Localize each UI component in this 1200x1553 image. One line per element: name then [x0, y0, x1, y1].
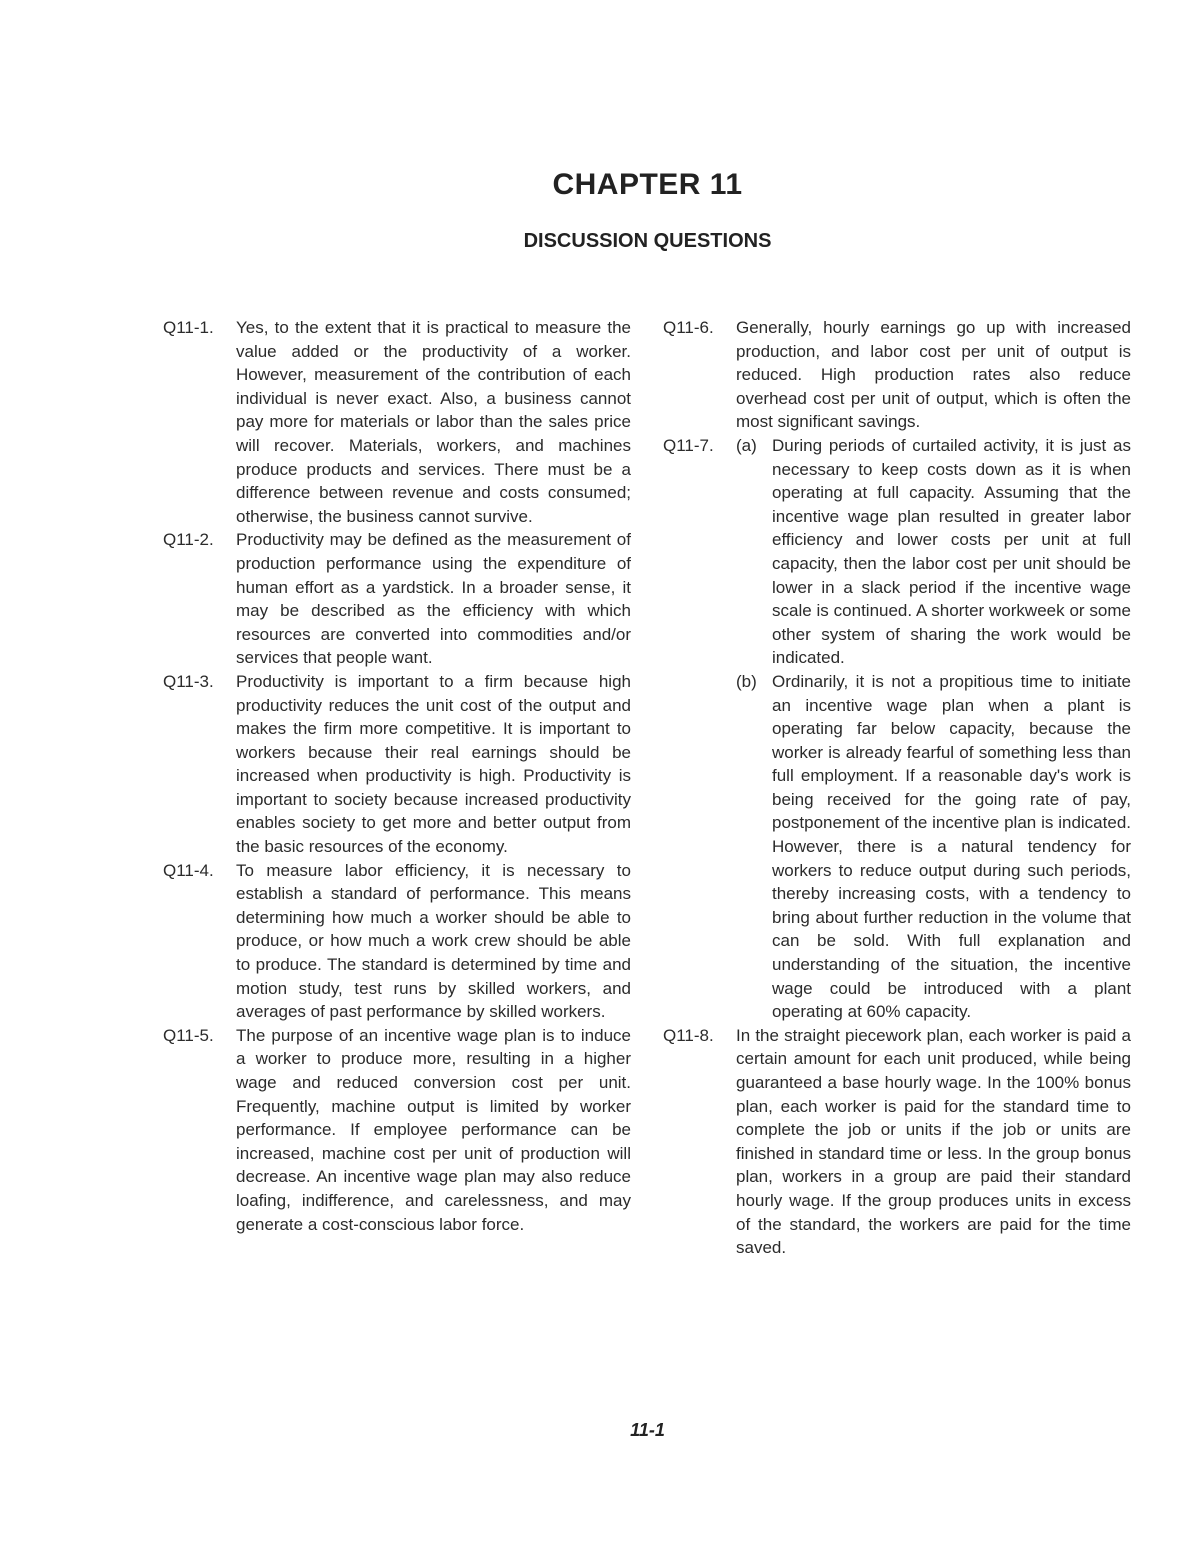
question-q11-1: [163, 316, 631, 528]
question-label: Q11-3.: [163, 671, 214, 691]
question-q11-7: [663, 434, 1131, 1024]
question-q11-8: [663, 1024, 1131, 1260]
sub-answer-a: [736, 434, 1131, 670]
question-answer: Productivity is important to a firm because high productivity reduces the unit cost of the output and makes the firm more competitive. It is important to workers because their real earnings should be increased when productivity is high. Productivity is important to society because increased productivity enables society to get more and better output from the basic resources of the economy.: [236, 671, 631, 857]
question-answer: Productivity may be defined as the measurement of production performance using the expenditure of human effort as a yardstick. In a broader sense, it may be described as the efficiency with which resources are converted into commodities and/or services that people want.: [236, 530, 631, 668]
question-answer: To measure labor efficiency, it is necessary to establish a standard of performance. This means determining how much a worker should be able to produce, or how much a work crew should be able to produce. The standard is determined by time and motion study, test runs by skilled workers, and averages of past performance by skilled workers.: [236, 860, 631, 1022]
sub-label: (b): [736, 671, 757, 691]
question-answer: [736, 434, 1131, 1024]
question-label: Q11-6.: [663, 318, 714, 337]
question-label: Q11-8.: [663, 1025, 714, 1045]
question-label: Q11-2.: [163, 530, 214, 550]
sub-text: During periods of curtailed activity, it is just as necessary to keep costs down as it is when operating at full capacity. Assuming that the incentive wage plan resulted in greater labor efficiency and lower costs per unit at full capacity, then the labor cost per unit should be lower in a slack period if the incentive wage scale is continued. A shorter workweek or some other system of sharing the work would be indicated.: [772, 435, 1131, 668]
question-answer: Yes, to the extent that it is practical to measure the value added or the productivity of a worker. However, measurement of the contribution of each individual is never exact. Also, a business cannot pay more for materials or labor than the sales price will recover. Materials, workers, and machines produce products and services. There must be a difference between revenue and costs consumed; otherwise, the business cannot survive.: [236, 318, 631, 526]
question-q11-5: [163, 1024, 631, 1236]
left-column: [163, 316, 631, 1236]
sub-label: (a): [736, 435, 757, 455]
question-q11-2: [163, 528, 631, 670]
question-label: Q11-7.: [663, 435, 714, 455]
question-label: Q11-1.: [163, 318, 214, 337]
question-answer: In the straight piecework plan, each worker is paid a certain amount for each unit produced, while being guaranteed a base hourly wage. In the 100% bonus plan, each worker is paid for the standard time to complete the job or units if the job or units are finished in standard time or less. In the group bonus plan, workers in a group are paid their standard hourly wage. If the group produces units in excess of the standard, the workers are paid for the time saved.: [736, 1025, 1131, 1258]
page-number: 11-1: [630, 1420, 665, 1440]
chapter-title: CHAPTER 11: [552, 168, 743, 201]
question-label: Q11-5.: [163, 1025, 214, 1045]
question-q11-6: [663, 316, 1131, 434]
section-title: DISCUSSION QUESTIONS: [523, 230, 772, 252]
question-q11-3: [163, 670, 631, 859]
right-column: [663, 316, 1131, 1260]
question-answer: The purpose of an incentive wage plan is to induce a worker to produce more, resulting in a higher wage and reduced conversion cost per unit. Frequently, machine output is limited by worker performance. If employee performance can be increased, machine cost per unit of production will decrease. An incentive wage plan may also reduce loafing, indifference, and carelessness, and may generate a cost-conscious labor force.: [236, 1025, 631, 1234]
sub-text: Ordinarily, it is not a propitious time to initiate an incentive wage plan when a plant is operating far below capacity, because the worker is already fearful of something less than full employment. If a reasonable day's work is being received for the going rate of pay, postponement of the incentive plan is indicated. However, there is a natural tendency for workers to reduce output during such periods, thereby increasing costs, with a tendency to bring about further reduction in the volume that can be sold. With full explanation and understanding of the situation, the incentive wage could be introduced with a plant operating at 60% capacity.: [772, 671, 1131, 1022]
question-q11-4: [163, 859, 631, 1024]
sub-answer-b: [736, 670, 1131, 1024]
question-answer: Generally, hourly earnings go up with increased production, and labor cost per unit of output is reduced. High production rates also reduce overhead cost per unit of output, which is often the most significant savings.: [736, 318, 1131, 432]
question-label: Q11-4.: [163, 860, 214, 880]
